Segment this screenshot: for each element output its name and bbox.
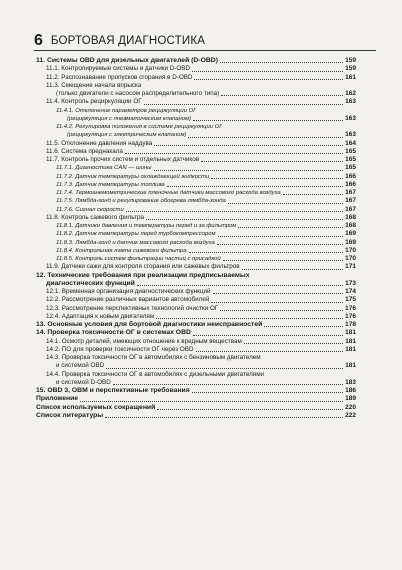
dot-leader [242,269,344,270]
toc-entry [36,313,356,321]
dot-leader [194,79,343,80]
toc-entry [36,123,356,131]
toc-entry [36,371,356,379]
toc-entry-title: 11.9. Датчики сажи для контроля сгорания или сажевых фильтров [46,263,240,271]
toc-entry-title: Список используемых сокращений [36,403,156,411]
toc-entry-title: 14.4. Проверка токсичности ОГ в автомобилях с дизельными двигателями [46,370,265,378]
toc-entry-title: (только двигатели с насосом распределительного типа) [56,90,220,97]
toc-entry-page: 167 [345,197,356,205]
toc-entry-title: 11.4.2. Регулировка положения в системе рециркуляции ОГ [56,124,223,130]
toc-entry-page: 181 [345,362,356,370]
toc-entry [36,65,356,73]
toc-entry [36,346,356,354]
toc-entry-title: Приложение [36,395,79,403]
dot-leader [244,343,343,344]
toc-entry [36,74,356,82]
toc-entry-title: 12.3. Рассмотрение перспективных технологий очистки ОГ [46,304,219,312]
dot-leader [196,351,344,352]
toc-entry-page: 165 [345,164,356,172]
dot-leader [228,203,343,204]
toc-entry-title: 11.4.1. Отклонение параметров рециркуляции ОГ [56,107,197,114]
dot-leader [223,260,343,261]
toc-entry-page: 159 [345,65,356,73]
chapter-number: 6 [34,32,43,49]
toc-entry-title: 11.2. Распознавание пропусков сгорания в D-OBD [46,73,193,81]
dot-leader [193,120,343,121]
toc-entry [36,362,356,370]
toc-entry-title: 12. Технические требования при реализации предписываемых [36,271,250,279]
toc-entry-title: 11.7.5. Лямбда-зонд и регулирование обогрева лямбда-зонда [56,198,226,205]
toc-entry-title: 11.8.3. Лямбда-зонд и датчик массового расхода воздуха [56,239,215,246]
toc-entry [36,395,356,403]
toc-entry-title: 15. OBD 3, OBM и перспективные требования [36,387,190,394]
toc-entry-page: 220 [345,403,356,411]
toc-entry-page: 181 [345,345,356,353]
toc-entry-page: 167 [345,205,356,213]
toc-entry-page: 164 [345,139,356,147]
toc-entry [36,230,356,238]
toc-entry-title: 11.4. Контроль рециркуляции ОГ [46,98,142,106]
toc-entry-page: 163 [345,98,356,106]
toc-entry [36,164,356,172]
toc-entry [36,305,356,313]
toc-entry-title: диагностических функций [46,279,135,287]
dot-leader [106,368,343,369]
dot-leader [283,194,344,195]
toc-entry-page: 170 [345,246,356,254]
toc-entry [36,82,356,90]
dot-leader [211,302,343,303]
toc-entry-title: 11.8. Контроль сажевого фильтра [46,213,144,221]
toc-entry-page: 176 [345,304,356,312]
dot-leader [238,227,343,228]
toc-entry-title: и системой D-OBD [56,378,111,386]
dot-leader [137,285,343,286]
toc-entry-page: 169 [345,230,356,238]
dot-leader [157,409,343,410]
dot-leader [220,62,343,63]
toc-entry-page: 186 [345,387,356,394]
toc-entry-title: 11.8.4. Контрольная лампа сажевого фильтра [56,247,187,254]
toc-entry-page: 170 [345,255,356,262]
toc-entry-page: 176 [345,312,356,320]
toc-entry [36,222,356,230]
toc-entry [36,173,356,181]
toc-entry-title: 12.4. Адаптация к новым двигателям [46,312,155,320]
toc-entry [36,354,356,362]
toc-entry-page: 166 [345,172,356,180]
toc-entry-title: 11.8.2. Датчик температуры перед турбокомпрессором [56,231,216,238]
toc-entry [36,296,356,304]
toc-entry-page: 165 [345,156,356,163]
toc-entry-page: 189 [345,395,356,403]
toc-entry [36,247,356,255]
dot-leader [146,219,343,220]
toc-entry [36,239,356,247]
toc-entry [36,404,356,412]
toc-entry [36,140,356,148]
toc-entry-title: 14.2. ПО для проверки токсичности ОГ через OBD [46,345,194,353]
toc-entry-title: 11.7.4. Термоанемометрические пленочные датчики массового расхода воздуха [56,190,281,196]
toc-entry [36,280,356,288]
dot-leader [213,293,344,294]
dot-leader [154,170,344,171]
dot-leader [192,71,343,72]
toc-entry-page: 165 [345,147,356,155]
toc-entry-page: 183 [345,378,356,386]
toc-entry-title: 11.7.2. Датчик температуры охлаждающей жидкости [56,173,210,180]
toc-entry-page: 171 [345,263,356,271]
dot-leader [144,104,344,105]
toc-entry [36,288,356,296]
toc-entry-page: 162 [345,90,356,97]
dot-leader [113,384,343,385]
toc-entry [36,98,356,106]
toc-entry [36,263,356,271]
toc-entry-page: 166 [345,180,356,188]
toc-entry-page: 174 [345,288,356,295]
toc-entry-title: 13. Основные условия для бортовой диагностики неисправностей [36,321,263,328]
toc-entry [36,272,356,280]
toc-entry [36,148,356,156]
dot-leader [218,236,344,237]
toc-entry-page: 178 [345,321,356,328]
toc-entry [36,131,356,139]
toc-entry [36,206,356,214]
toc-entry [36,181,356,189]
table-of-contents [36,57,356,420]
dot-leader [189,252,344,253]
toc-entry-title: 11.1. Контролируемые системы и датчики D-OBD [46,65,191,73]
dot-leader [192,392,343,393]
toc-entry [36,387,356,395]
toc-entry-title: 12.1. Временная организация диагностических функций [46,288,211,295]
dot-leader [221,95,343,96]
toc-entry-title: 12.2. Рассмотрение различных вариантов автомобилей [46,296,210,304]
toc-entry [36,214,356,222]
toc-entry-page: 168 [345,213,356,221]
dot-leader [220,310,343,311]
toc-entry-page: 167 [345,189,356,196]
chapter-title: БОРТОВАЯ ДИАГНОСТИКА [50,35,206,47]
toc-entry [36,189,356,197]
toc-entry-title: 14. Проверка токсичности ОГ в системах OBD [36,329,191,337]
toc-entry-page: 169 [345,238,356,246]
toc-entry-title: 11.6. Система преднакала [46,147,123,155]
toc-entry-page: 222 [345,411,356,419]
toc-entry-title: 11.3. Смещение начала впрыска [46,81,142,89]
dot-leader [264,326,343,327]
toc-entry [36,90,356,98]
toc-entry [36,379,356,387]
toc-entry-title: 11.7.3. Датчик температуры топлива [56,181,165,188]
toc-entry-title: 11. Системы OBD для дизельных двигателей (D-OBD) [36,57,218,64]
toc-entry-title: 11.7.1. Диагностика CAN — шины [56,165,152,172]
toc-entry-page: 175 [345,296,356,304]
toc-entry [36,412,356,420]
toc-entry-title: 11.8.5. Контроль систем фильтрации частиц с присадкой [56,256,221,262]
dot-leader [193,335,343,336]
toc-entry-title: (рециркуляция с электрическим клапаном) [67,132,187,139]
toc-entry [36,156,356,164]
dot-leader [201,161,343,162]
toc-entry-title: 11.5. Отклонение давления наддува [46,139,153,147]
toc-entry [36,321,356,329]
dot-leader [217,244,343,245]
dot-leader [126,211,343,212]
toc-entry [36,107,356,115]
toc-entry-page: 163 [345,114,356,122]
toc-entry [36,115,356,123]
toc-entry-title: 14.3. Проверка токсичности ОГ в автомобилях с бензиновым двигателем [46,354,261,361]
toc-entry [36,57,356,65]
dot-leader [105,417,343,418]
toc-entry-page: 181 [345,337,356,345]
toc-entry-title: 14.1. Осмотр деталей, имеющих отношение к вредным веществам [46,337,242,345]
toc-entry-page: 163 [345,131,356,139]
toc-entry [36,329,356,337]
toc-entry-page: 159 [345,57,356,64]
toc-entry [36,197,356,205]
dot-leader [125,153,343,154]
dot-leader [80,401,343,402]
toc-entry-title: 11.7.6. Сигнал скорости [56,206,124,213]
toc-entry-page: 181 [345,329,356,337]
toc-entry-title: 11.7. Контроль прочих систем и отдельных датчиков [46,156,200,163]
toc-entry [36,338,356,346]
toc-entry-page: 173 [345,279,356,287]
dot-leader [167,186,343,187]
toc-entry [36,255,356,263]
toc-entry-title: 11.8.1. Датчики давления и температуры перед и за фильтром [56,223,237,229]
dot-leader [156,318,343,319]
dot-leader [154,145,343,146]
dot-leader [188,137,343,138]
toc-entry-page: 161 [345,73,356,81]
dot-leader [211,178,343,179]
toc-entry-title: Список литературы [36,411,104,419]
page-header [34,30,376,51]
toc-entry-title: (рециркуляция с пневматическим клапаном) [67,115,192,122]
toc-entry-page: 168 [345,222,356,229]
toc-entry-title: и системой OBD [56,362,105,370]
